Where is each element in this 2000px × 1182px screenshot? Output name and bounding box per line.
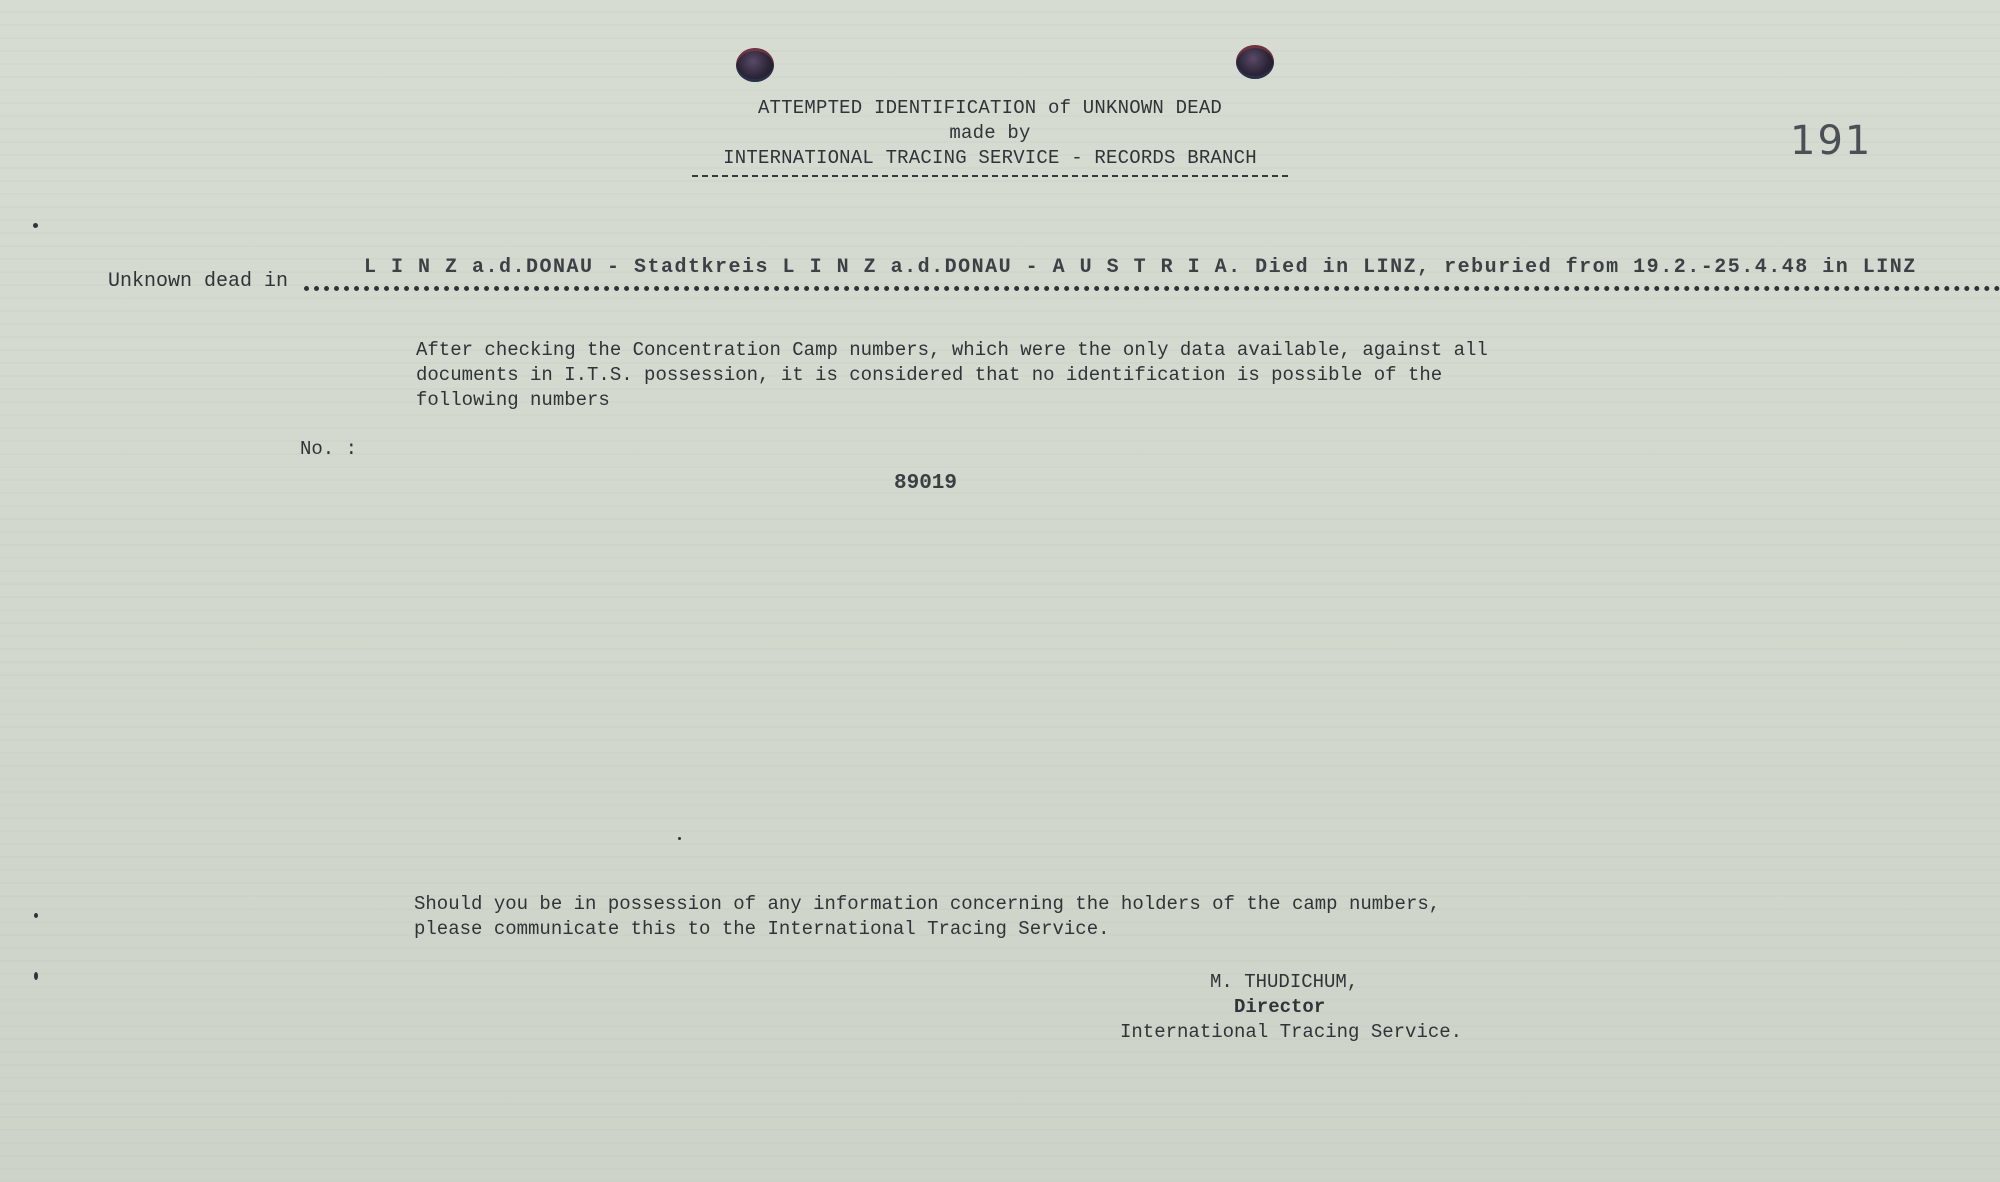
signatory-organization: International Tracing Service. xyxy=(1120,1021,1463,1043)
document-header xyxy=(640,96,1340,177)
closing-line-2: please communicate this to the International Tracing Service. xyxy=(414,918,1110,940)
margin-speck xyxy=(34,913,38,918)
paragraph-line-3: following numbers xyxy=(416,389,610,411)
paragraph-line-1: After checking the Concentration Camp numbers, which were the only data available, against all xyxy=(416,339,1488,361)
signatory-title: Director xyxy=(1234,996,1326,1018)
camp-number: 89019 xyxy=(894,472,958,495)
margin-speck xyxy=(678,837,681,840)
checking-paragraph xyxy=(416,338,1656,413)
punch-hole-right xyxy=(1236,45,1274,79)
punch-hole-left xyxy=(736,48,774,82)
header-dashed-rule xyxy=(692,175,1288,177)
dotted-leader xyxy=(304,286,2000,291)
numbers-label: No. : xyxy=(300,438,358,460)
header-made-by: made by xyxy=(949,122,1031,144)
unknown-dead-location: L I N Z a.d.DONAU - Stadtkreis L I N Z a.d.DONAU - A U S T R I A. Died in LINZ, reburied from 19.2.-25.4.48 in LINZ xyxy=(364,256,1917,279)
margin-speck xyxy=(33,223,38,228)
margin-speck xyxy=(34,972,38,980)
paragraph-line-2: documents in I.T.S. possession, it is considered that no identification is possible of the xyxy=(416,364,1443,386)
unknown-dead-label: Unknown dead in xyxy=(108,270,289,293)
header-title: ATTEMPTED IDENTIFICATION of UNKNOWN DEAD xyxy=(757,97,1223,119)
page-number: 191 xyxy=(1790,118,1873,164)
closing-paragraph xyxy=(414,892,1654,942)
unknown-dead-row xyxy=(108,256,1917,293)
header-organization: INTERNATIONAL TRACING SERVICE - RECORDS BRANCH xyxy=(723,147,1257,169)
closing-line-1: Should you be in possession of any information concerning the holders of the camp numbers, xyxy=(414,893,1441,915)
signatory-name: M. THUDICHUM, xyxy=(1210,971,1359,993)
